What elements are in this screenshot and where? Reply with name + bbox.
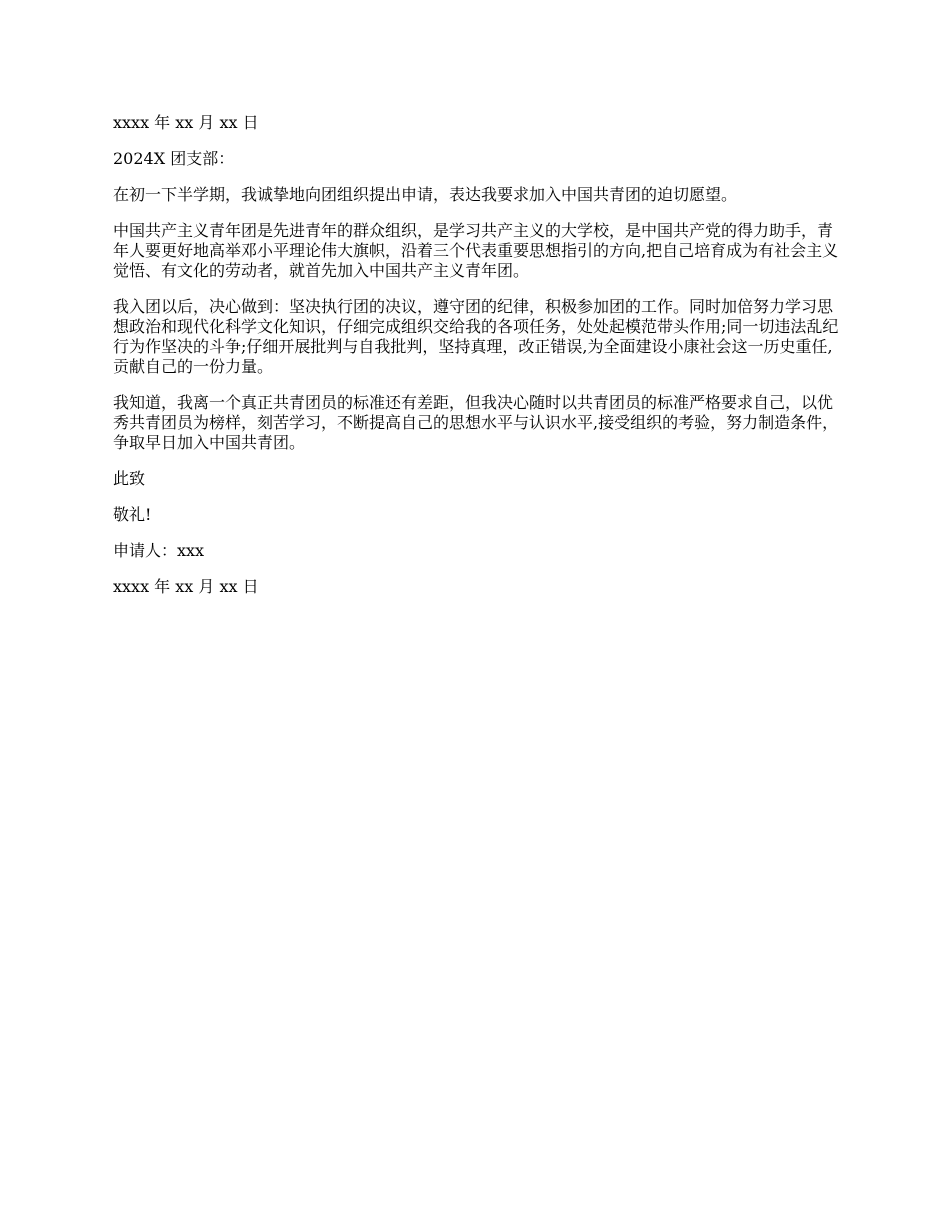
closing-line-1: 此致 — [113, 469, 146, 488]
signature: 申请人：xxx — [113, 541, 205, 560]
paragraph-1: 在初一下半学期，我诚挚地向团组织提出申请，表达我要求加入中国共青团的迫切愿望。 — [113, 185, 738, 204]
date-bottom: xxxx 年 xx 月 xx 日 — [113, 577, 259, 596]
paragraph-3: 我入团以后，决心做到：坚决执行团的决议，遵守团的纪律，积极参加团的工作。同时加倍努力学习思想政治和现代化科学文化知识，仔细完成组织交给我的各项任务，处处起模范带头作用;同一切违法乱纪行为作坚决的斗争;仔细开展批判与自我批判，坚持真理，改正错误,为全面建设小康社会这一历史重任,贡献自己的一份力量。 — [113, 297, 839, 376]
letter-body — [113, 113, 843, 613]
paragraph-2: 中国共产主义青年团是先进青年的群众组织，是学习共产主义的大学校，是中国共产党的得力助手，青年人要更好地高举邓小平理论伟大旗帜，沿着三个代表重要思想指引的方向,把自己培育成为有社会主义觉悟、有文化的劳动者，就首先加入中国共产主义青年团。 — [113, 221, 839, 280]
closing-line-2: 敬礼! — [113, 505, 152, 524]
date-top: xxxx 年 xx 月 xx 日 — [113, 113, 259, 132]
paragraph-4: 我知道，我离一个真正共青团员的标准还有差距，但我决心随时以共青团员的标准严格要求自己，以优秀共青团员为榜样，刻苦学习，不断提高自己的思想水平与认识水平,接受组织的考验，努力制造条件，争取早日加入中国共青团。 — [113, 393, 839, 452]
salutation: 2024X 团支部： — [113, 149, 235, 168]
